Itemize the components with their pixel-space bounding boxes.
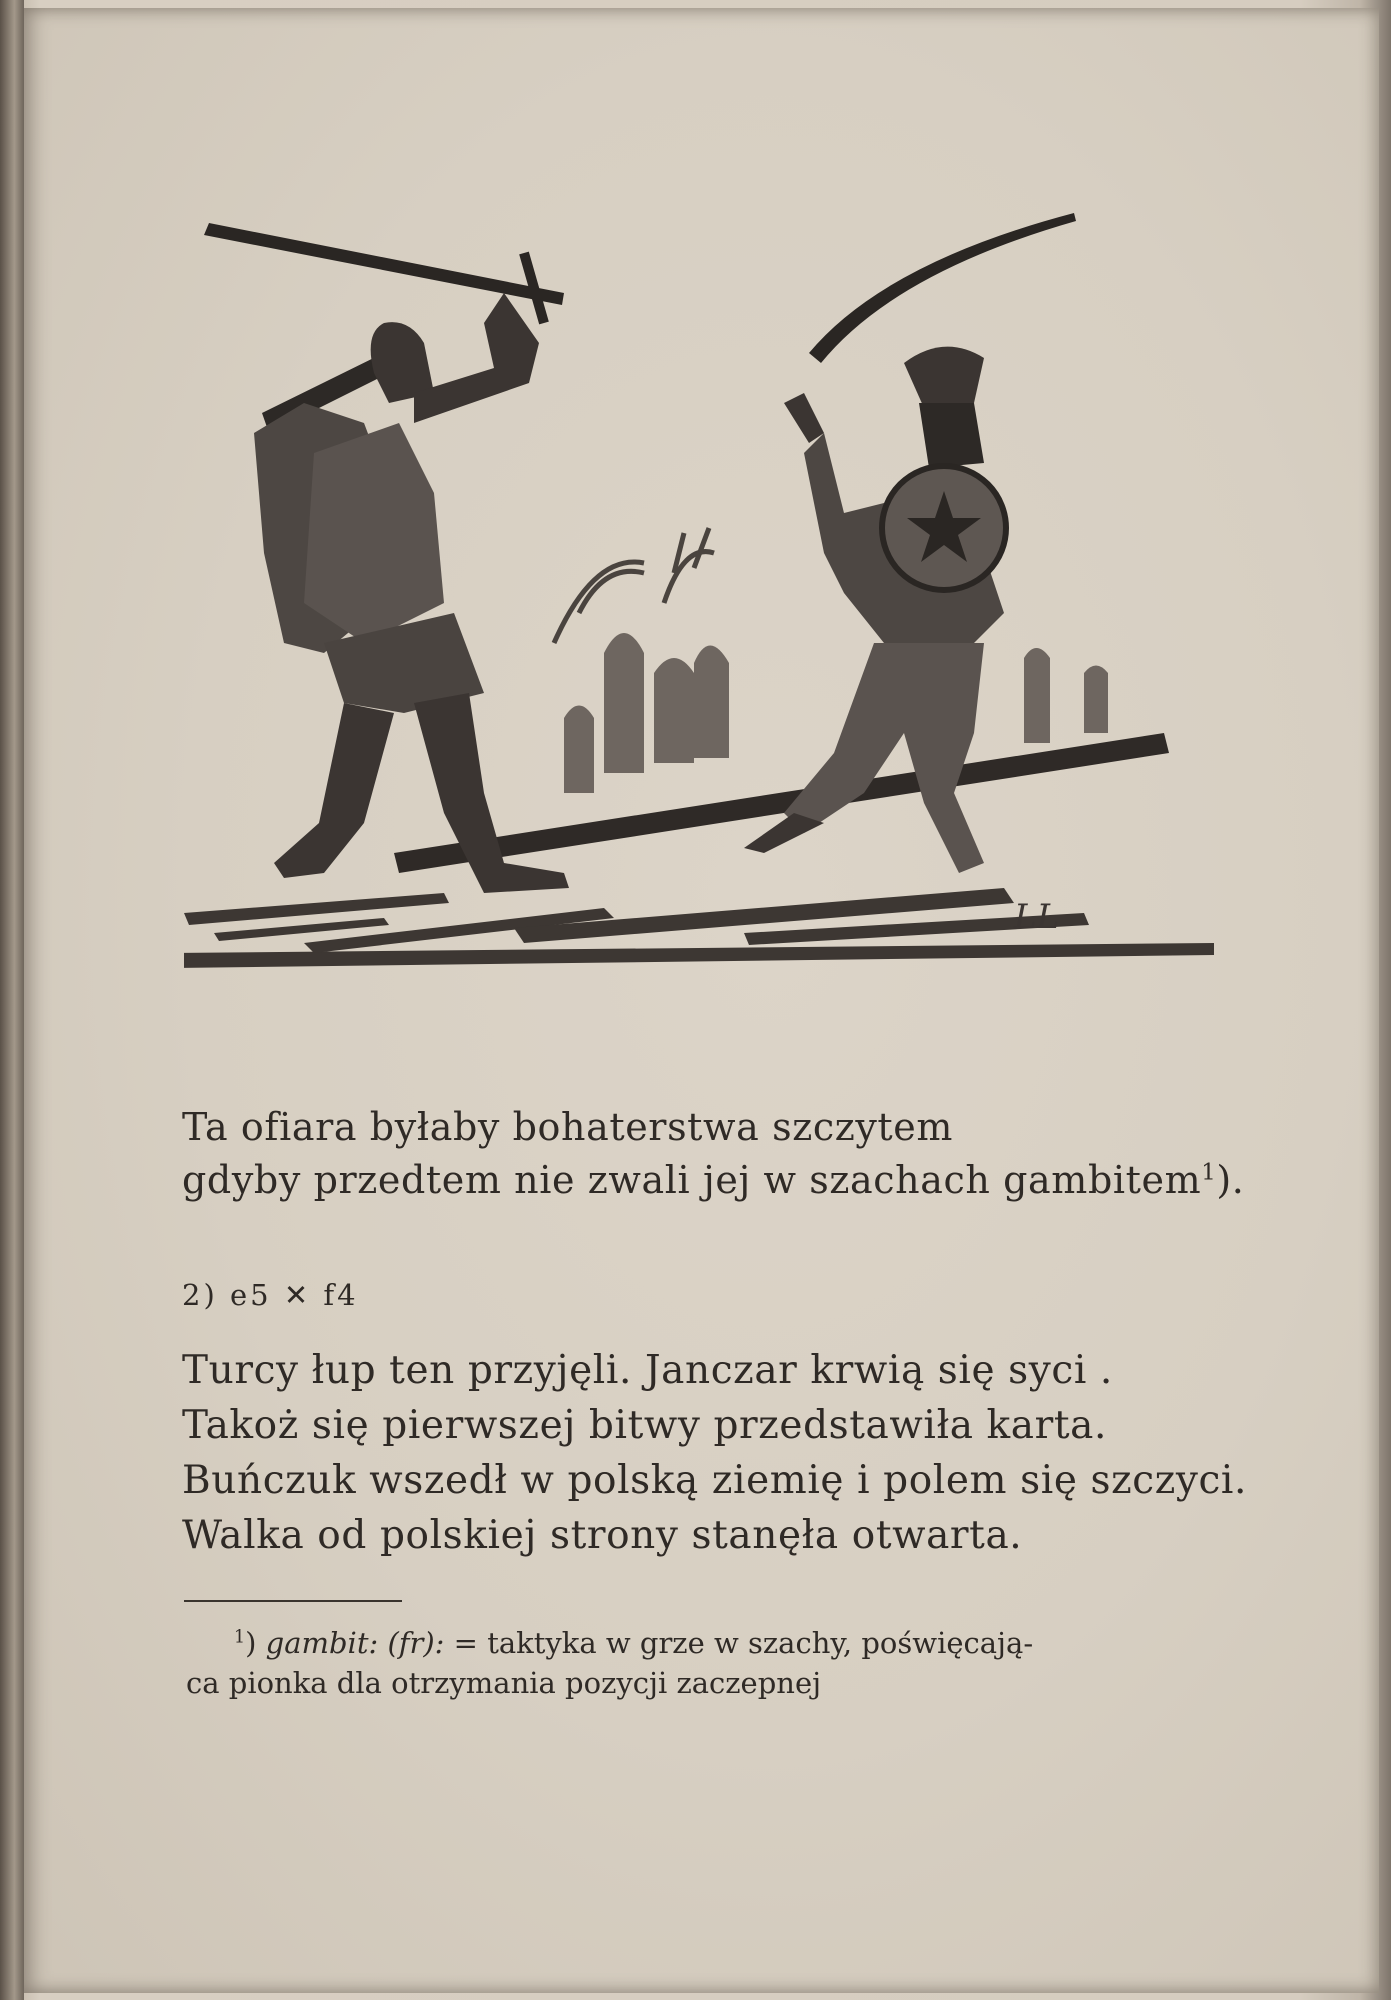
- book-page: [24, 8, 1379, 1993]
- horizon-line: [394, 733, 1169, 873]
- footnote-marker: 1: [234, 1627, 246, 1648]
- footnote-reference: 1: [1201, 1159, 1217, 1186]
- verse-line: Takoż się pierwszej bitwy przedstawiła karta.: [182, 1403, 1107, 1448]
- verse-line: Buńczuk wszedł w polską ziemię i polem się szczyci.: [182, 1458, 1247, 1503]
- verse-punctuation: ).: [1216, 1158, 1245, 1202]
- knight-sword: [204, 223, 564, 305]
- verse-text: gdyby przedtem nie zwali jej w szachach gambitem: [182, 1158, 1202, 1202]
- knight-figure: [254, 293, 569, 893]
- footnote-line: ca pionka dla otrzymania pozycji zaczepnej: [186, 1666, 822, 1700]
- verse-line: Turcy łup ten przyjęli. Janczar krwią się syci .: [182, 1348, 1113, 1393]
- footnote-divider: [184, 1600, 402, 1602]
- artist-signature: LL: [1014, 897, 1060, 937]
- verse-line: [182, 1154, 1244, 1207]
- footnote-definition: taktyka w grze w szachy, poświęcają-: [477, 1626, 1034, 1660]
- crown-shapes: [554, 528, 714, 643]
- chess-move-notation: 2) e5 ✕ f4: [182, 1278, 359, 1312]
- ground-hatching: [184, 888, 1214, 968]
- footnote: [186, 1623, 1033, 1703]
- verse-line: Ta ofiara byłaby bohaterstwa szczytem: [182, 1105, 953, 1149]
- verse-line: Walka od polskiej strony stanęła otwarta.: [182, 1513, 1023, 1558]
- verse-stanza-2: [182, 1343, 1247, 1563]
- footnote-term: gambit: (fr): =: [265, 1626, 478, 1660]
- footnote-line: [186, 1623, 1033, 1663]
- verse-stanza-1: [182, 1101, 1244, 1207]
- footnote-marker-paren: ): [245, 1626, 257, 1660]
- previous-page-edge: [0, 0, 24, 2000]
- duel-illustration: [184, 173, 1234, 988]
- janissary-scimitar: [809, 213, 1076, 363]
